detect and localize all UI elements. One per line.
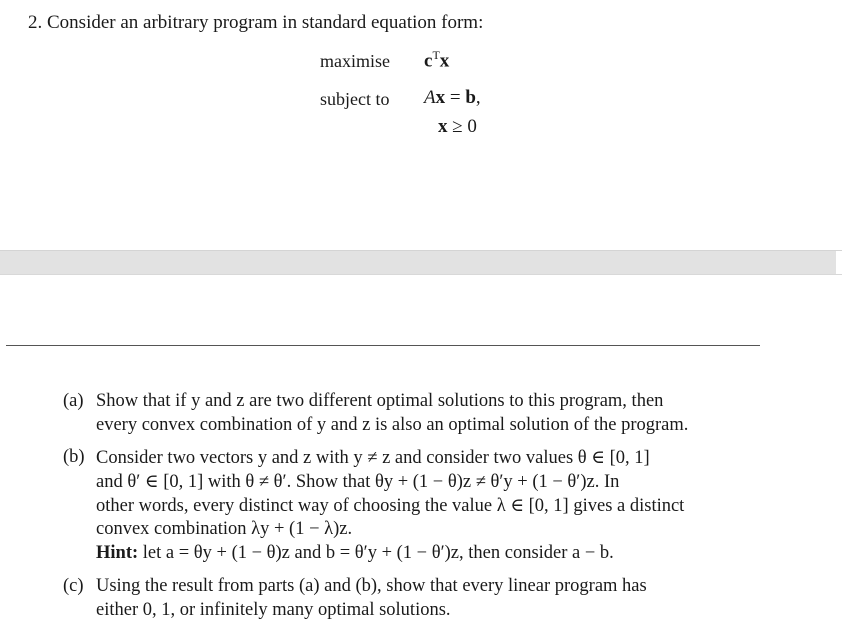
objective-transpose: T <box>432 48 440 62</box>
constraint-matrix-a: A <box>424 87 436 108</box>
part-b-line-1: Consider two vectors y and z with y ≠ z and consider two values θ ∈ [0, 1] <box>96 448 650 468</box>
part-c-line-2: either 0, 1, or infinitely many optimal solutions. <box>96 600 451 620</box>
constraint-nonnegativity <box>438 116 477 138</box>
constraint-equality <box>424 87 481 109</box>
objective-c: c <box>424 50 433 72</box>
part-b-label: (b) <box>63 447 85 467</box>
nonneg-rest: ≥ 0 <box>447 116 477 137</box>
constraint-vector-b: b <box>465 87 476 108</box>
part-c-label: (c) <box>63 576 84 596</box>
objective-keyword: maximise <box>320 51 390 71</box>
part-a-line-1: Show that if y and z are two different optimal solutions to this program, then <box>96 391 664 411</box>
part-b-line-4: convex combination λy + (1 − λ)z. <box>96 519 353 539</box>
horizontal-rule <box>6 345 760 346</box>
part-a-line-2: every convex combination of y and z is also an optimal solution of the program. <box>96 415 689 435</box>
constraint-keyword: subject to <box>320 89 390 109</box>
page-gap-band <box>0 250 842 275</box>
part-b-line-3: other words, every distinct way of choosing the value λ ∈ [0, 1] gives a distinct <box>96 496 685 516</box>
part-b-line-2: and θ′ ∈ [0, 1] with θ ≠ θ′. Show that θy + (1 − θ)z ≠ θ′y + (1 − θ′)z. In <box>96 472 620 492</box>
part-c-line-1: Using the result from parts (a) and (b), show that every linear program has <box>96 576 647 596</box>
constraint-comma: , <box>475 87 481 108</box>
objective-expression <box>424 48 449 72</box>
hint-label: Hint: <box>96 543 139 563</box>
part-a-label: (a) <box>63 391 84 411</box>
constraint-vector-x: x <box>435 87 446 108</box>
objective-x: x <box>439 50 450 72</box>
hint-text: let a = θy + (1 − θ)z and b = θ′y + (1 − θ′)z, then consider a − b. <box>142 543 614 563</box>
constraint-equals: = <box>445 87 466 108</box>
part-b-hint <box>96 543 614 564</box>
nonneg-vector-x: x <box>438 116 448 137</box>
question-header: 2. Consider an arbitrary program in standard equation form: <box>28 12 484 33</box>
